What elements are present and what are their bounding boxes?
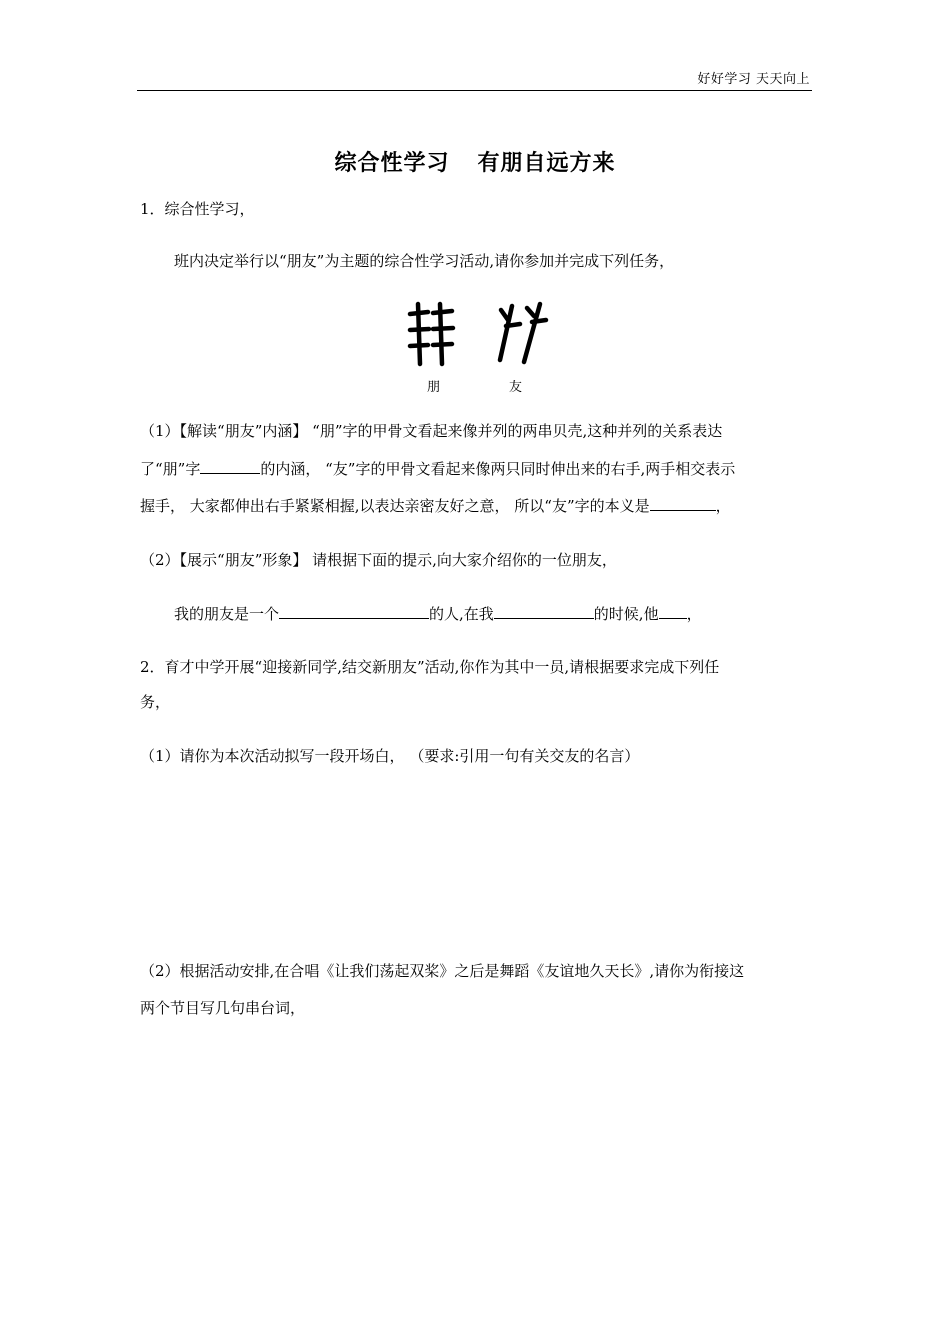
q1-sub1-line3: 握手， 大家都伸出右手紧紧相握,以表达亲密友好之意， 所以“友”字的本义是 ， [140,497,731,515]
answer-blank[interactable] [494,603,594,619]
q1-intro: 班内决定举行以“朋友”为主题的综合性学习活动,请你参加并完成下列任务， [174,252,675,270]
title-part-1: 综合性学习 [334,151,450,176]
q1-sub1-line2: 了“朋”字 的内涵， “友”字的甲骨文看起来像两只同时伸出来的右手,两手相交表示 [140,460,736,478]
q2-line2: 务， [140,693,171,711]
q1-sub2-line2: 我的朋友是一个 的人,在我 的时候,他 ， [174,605,702,623]
q2-sub2-line2: 两个节目写几句串台词， [140,999,306,1017]
q1-sub2-line1: （2）【展示“朋友”形象】 请根据下面的提示,向大家介绍你的一位朋友， [140,551,617,569]
q2-line1: 2．育才中学开展“迎接新同学,结交新朋友”活动,你作为其中一员,请根据要求完成下列任 [140,658,720,676]
q2-sub1: （1）请你为本次活动拟写一段开场白， （要求:引用一句有关交友的名言） [140,747,640,765]
glyph-label-peng: 朋 [427,380,441,395]
oracle-bone-glyphs [400,294,560,394]
header-motto: 好好学习 天天向上 [697,72,810,87]
answer-blank[interactable] [200,458,260,474]
answer-blank[interactable] [659,603,687,619]
title-part-2: 有朋自远方来 [477,151,616,176]
glyph-label-you: 友 [509,380,523,395]
answer-blank[interactable] [279,603,429,619]
q1-heading: 1．综合性学习， [140,200,255,218]
q1-sub1-line1: （1）【解读“朋友”内涵】 “朋”字的甲骨文看起来像并列的两串贝壳,这种并列的关系表达 [140,422,723,440]
oracle-you-glyph [500,304,546,362]
q2-sub2-line1: （2）根据活动安排,在合唱《让我们荡起双桨》之后是舞蹈《友谊地久天长》,请你为衔接这 [140,962,745,980]
oracle-peng-glyph [410,304,453,364]
header-divider [137,90,812,91]
answer-blank[interactable] [650,495,716,511]
page-title [0,146,950,177]
